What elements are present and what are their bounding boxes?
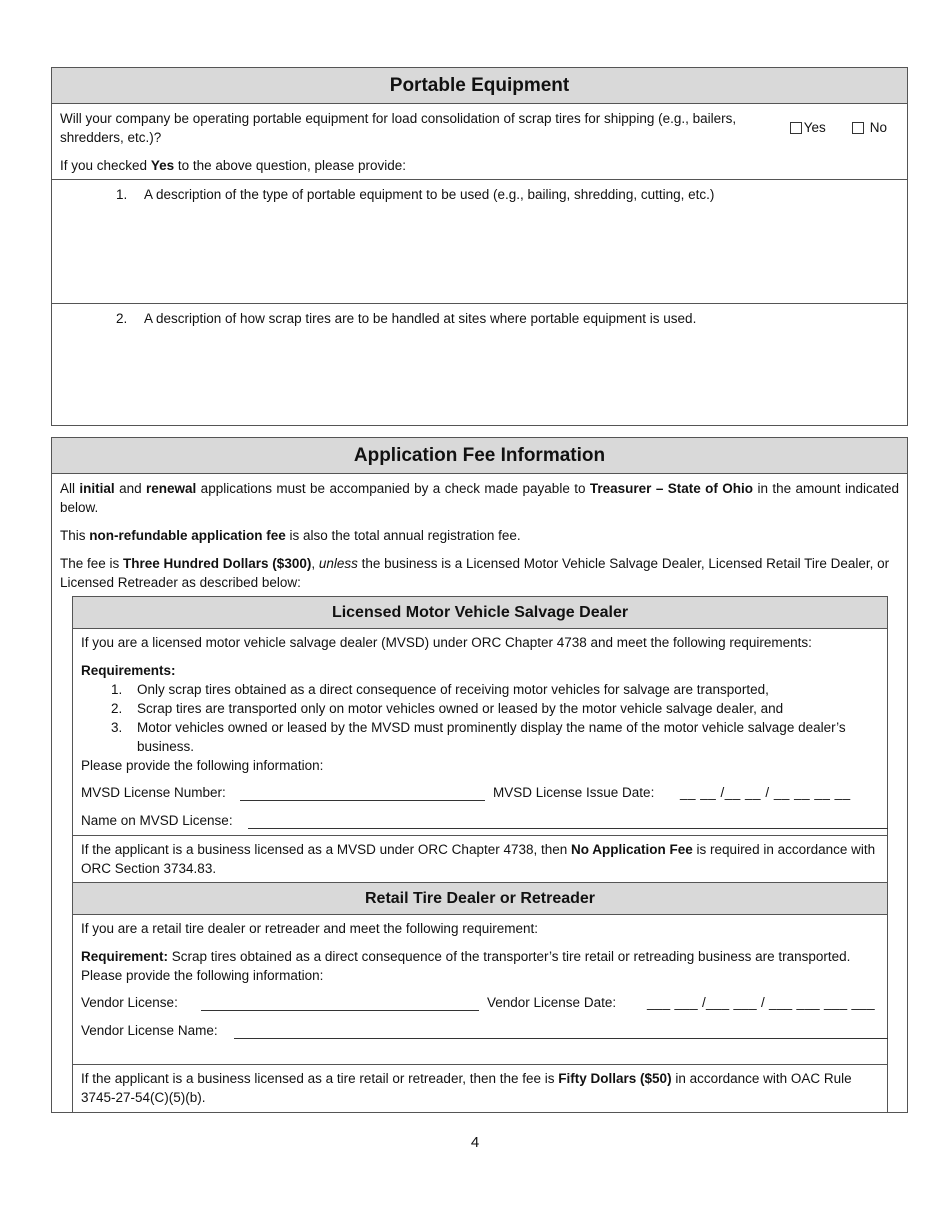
text: The fee is	[60, 556, 124, 571]
mvsd-intro: If you are a licensed motor vehicle salvage dealer (MVSD) under ORC Chapter 4738 and meet the following requirements:	[81, 635, 812, 650]
text: in the amount indicated below.	[60, 481, 899, 515]
retail-intro: If you are a retail tire dealer or retreader and meet the following requirement:	[81, 921, 538, 936]
item-text: Motor vehicles owned or leased by the MVSD must prominently display the name of the motor vehicle salvage dealer’s business.	[137, 720, 846, 754]
bold-initial: initial	[79, 481, 115, 496]
retail-requirement-label: Requirement:	[81, 949, 169, 964]
portable-equipment-section	[51, 67, 908, 426]
application-fee-section	[51, 437, 908, 1113]
item-number: 2.	[111, 701, 123, 716]
item-text: Only scrap tires obtained as a direct consequence of receiving motor vehicles for salvage are transported,	[137, 682, 769, 697]
followup-text: If you checked	[60, 158, 151, 173]
yes-label: Yes	[803, 120, 826, 135]
portable-yes-no	[790, 118, 887, 137]
bold-renewal: renewal	[146, 481, 197, 496]
text: is required in accordance with ORC Section 3734.83.	[81, 842, 876, 876]
mvsd-title: Licensed Motor Vehicle Salvage Dealer	[73, 597, 887, 629]
portable-question: Will your company be operating portable equipment for load consolidation of scrap tires for shipping (e.g., bailers, shredders, etc.)?	[60, 111, 737, 145]
mvsd-license-number-label: MVSD License Number:	[81, 785, 226, 800]
item-text: A description of the type of portable equipment to be used (e.g., bailing, shredding, cutting, etc.)	[144, 187, 715, 202]
portable-item-2-area[interactable]	[52, 304, 907, 425]
text: in accordance with OAC Rule 3745-27-54(C)(5)(b).	[81, 1071, 852, 1105]
mvsd-license-number-field[interactable]	[240, 786, 485, 801]
mvsd-issue-date-field[interactable]: __ __ /__ __ / __ __ __ __	[680, 785, 851, 800]
text: and	[114, 481, 146, 496]
text: applications must be accompanied by a check made payable to	[196, 481, 590, 496]
text: If the applicant is a business licensed as a MVSD under ORC Chapter 4738, then	[81, 842, 572, 857]
text: All	[60, 481, 80, 496]
mvsd-requirements-label: Requirements:	[81, 663, 176, 678]
yes-checkbox[interactable]	[790, 118, 826, 137]
item-number: 2.	[116, 311, 128, 326]
no-label: No	[869, 120, 887, 135]
mvsd-issue-date-label: MVSD License Issue Date:	[493, 785, 655, 800]
text: the business is a Licensed Motor Vehicle Salvage Dealer, Licensed Retail Tire Dealer, or Licensed Retreader as described below:	[60, 556, 890, 590]
mvsd-note-row	[73, 836, 887, 883]
item-number: 1.	[116, 187, 128, 202]
vendor-license-field[interactable]	[201, 996, 479, 1011]
portable-item-2	[52, 304, 907, 328]
vendor-name-row	[73, 1021, 887, 1047]
mvsd-license-row	[73, 781, 887, 811]
bold-fee-amount: Three Hundred Dollars ($300)	[123, 556, 312, 571]
item-number: 3.	[111, 720, 123, 735]
vendor-date-field[interactable]: ___ ___ /___ ___ / ___ ___ ___ ___	[647, 995, 875, 1010]
fee-paragraph-2	[52, 526, 907, 545]
text: ,	[311, 556, 319, 571]
vendor-name-label: Vendor License Name:	[81, 1023, 218, 1038]
portable-item-1-area[interactable]	[52, 180, 907, 304]
vendor-license-row	[73, 991, 887, 1021]
followup-bold: Yes	[150, 158, 175, 173]
retail-note	[73, 1065, 887, 1107]
portable-followup	[52, 156, 414, 175]
item-text: Scrap tires are transported only on motor vehicles owned or leased by the motor vehicle salvage dealer, and	[137, 701, 784, 716]
application-fee-title: Application Fee Information	[52, 438, 907, 474]
page-number: 4	[470, 1134, 480, 1151]
vendor-date-label: Vendor License Date:	[487, 995, 617, 1010]
fee-paragraph-3	[52, 554, 907, 592]
mvsd-requirement-2	[73, 699, 887, 718]
mvsd-name-row	[73, 811, 887, 837]
retail-requirement-text: Scrap tires obtained as a direct consequence of the transporter’s tire retail or retreading business are transported.	[168, 949, 851, 964]
mvsd-note	[73, 836, 887, 878]
mvsd-name-field[interactable]	[248, 814, 888, 829]
portable-item-1	[52, 180, 907, 204]
text: This	[60, 528, 90, 543]
mvsd-requirement-3	[73, 718, 887, 756]
retail-body	[73, 915, 887, 1065]
vendor-license-label: Vendor License:	[81, 995, 178, 1010]
italic-unless: unless	[318, 556, 358, 571]
no-checkbox[interactable]	[852, 118, 887, 137]
bold-fifty-dollars: Fifty Dollars ($50)	[558, 1071, 672, 1086]
mvsd-requirement-1	[73, 680, 887, 699]
item-text: A description of how scrap tires are to be handled at sites where portable equipment is used.	[144, 311, 697, 326]
retail-requirement	[73, 947, 887, 966]
yes-checkbox-box[interactable]	[790, 122, 802, 134]
item-number: 1.	[111, 682, 123, 697]
bold-treasurer: Treasurer – State of Ohio	[589, 481, 754, 496]
followup-text-end: to the above question, please provide:	[174, 158, 407, 173]
vendor-name-field[interactable]	[234, 1024, 888, 1039]
text: is also the total annual registration fee.	[285, 528, 521, 543]
mvsd-name-label: Name on MVSD License:	[81, 813, 233, 828]
retail-note-row	[73, 1065, 887, 1111]
fee-paragraph-1	[52, 479, 907, 517]
mvsd-provide: Please provide the following information:	[81, 758, 324, 773]
portable-question-row	[52, 104, 907, 180]
retail-provide: Please provide the following information:	[81, 968, 324, 983]
dealer-options-box	[72, 596, 888, 1113]
no-checkbox-box[interactable]	[852, 122, 864, 134]
text: If the applicant is a business licensed as a tire retail or retreader, then the fee is	[81, 1071, 559, 1086]
portable-equipment-title: Portable Equipment	[52, 68, 907, 104]
mvsd-body	[73, 629, 887, 836]
retail-title: Retail Tire Dealer or Retreader	[73, 883, 887, 915]
bold-no-fee: No Application Fee	[571, 842, 693, 857]
bold-non-refundable: non-refundable application fee	[89, 528, 286, 543]
